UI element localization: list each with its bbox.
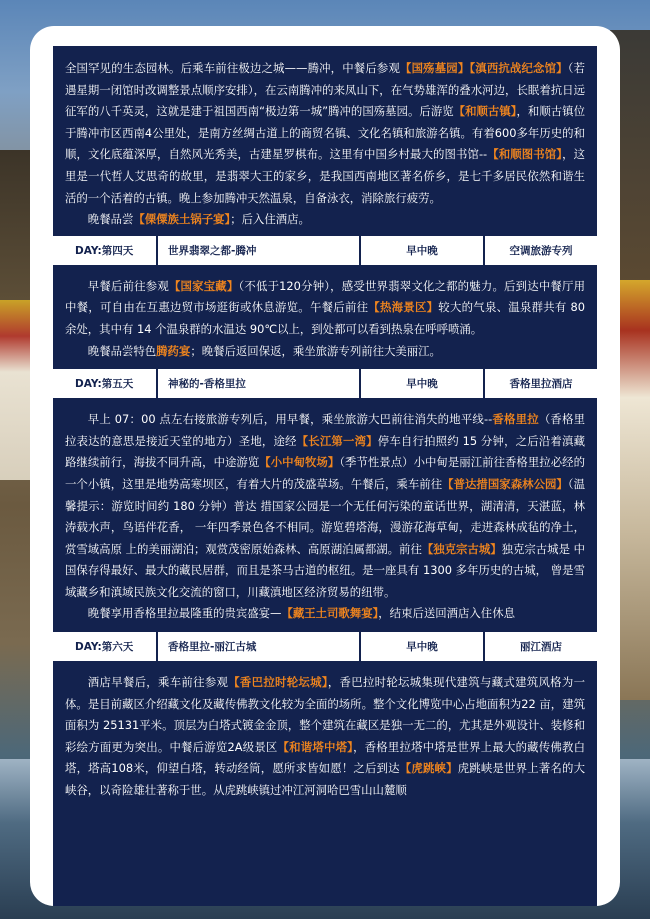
day5-paragraph-1 (53, 409, 597, 603)
highlighted-place-name: 【国殇墓园】【滇西抗战纪念馆】 (400, 61, 568, 75)
text-segment: ；后入住酒店。 (230, 212, 310, 227)
highlighted-place-name: 【和顺图书馆】 (487, 147, 563, 162)
highlighted-place-name: 【普达措国家森林公园】 (442, 476, 568, 491)
text-segment: （香格里拉表达的意思是接近天堂的地方）圣地，途经 (65, 412, 585, 448)
highlighted-place-name: 【长江第一湾】 (296, 433, 378, 448)
day-label: DAY:第五天 (53, 369, 158, 398)
text-segment: （不低于120分钟），感受世界翡翠文化之都的魅力。后到达中餐厅用中餐，可自由在互惠边贸市场逛街或休息游览。午餐后前往 (65, 278, 585, 315)
meals-label: 早中晚 (361, 236, 485, 265)
highlighted-place-name: 【和谐塔中塔】 (277, 739, 354, 754)
highlighted-place-name: 腾药宴 (156, 343, 191, 358)
highlighted-place-name: 【虎跳峡】 (399, 761, 458, 776)
text-segment: （季节性景点）小中甸是丽江前往香格里拉必经的一个小镇，这里是地势高寒坝区，有着大片的茂盛草场。午餐后，乘车前往 (65, 455, 585, 491)
day4-paragraph-1 (53, 276, 597, 341)
text-segment: 早餐后前往参观 (87, 278, 169, 293)
text-segment: ，和顺古镇位于腾冲市区西南4公里处，是南方丝绸古道上的商贸名镇、文化名镇和旅游名镇。有着600多年历史的和顺，文化底蕴深厚，自然风光秀美，古建星罗棋布。这里有中国乡村最大的图书馆-- (65, 104, 585, 162)
day-title: 神秘的-香格里拉 (158, 369, 361, 398)
day4-header-row (53, 235, 597, 266)
text-segment: 全国罕见的生态园林。后乘车前往极边之城——腾冲，中餐后参观 (65, 61, 401, 75)
day5-header-row (53, 368, 597, 399)
text-segment: 早上 07：00 点左右接旅游专列后，用早餐，乘坐旅游大巴前往消失的地平线-- (87, 412, 493, 427)
text-segment: 酒店早餐后，乘车前往参观 (87, 675, 229, 690)
day3-dinner-paragraph (53, 209, 597, 231)
highlighted-place-name: 【热海景区】 (368, 300, 439, 315)
highlighted-place-name: 【国家宝藏】 (168, 278, 239, 293)
day-title: 香格里拉-丽江古城 (158, 632, 361, 661)
hotel-label: 香格里拉酒店 (485, 369, 597, 398)
day-label: DAY:第四天 (53, 236, 158, 265)
text-segment: （若遇星期一闭馆时改调整景点顺序安排），在云南腾冲的来凤山下，在气势雄浑的叠水河边，长眠着抗日远征军的八千英灵，这就是建于祖国西南“极边第一城”腾冲的国殇墓园。后游览 (65, 61, 585, 119)
day3-paragraph-1 (53, 58, 597, 209)
highlighted-place-name: 【小中甸牧场】 (259, 455, 340, 470)
text-segment: 晚餐享用香格里拉最隆重的贵宾盛宴— (87, 606, 282, 621)
day6-paragraph-1 (53, 672, 597, 802)
day5-section (53, 403, 597, 627)
meals-label: 早中晚 (361, 369, 485, 398)
text-segment: 较大的气泉、温泉群共有 80 余处，其中有 14 个温泉群的水温达 90℃以上，到处都可以看到热泉在呼呼喷涌。 (65, 300, 585, 336)
text-segment: 虎跳峡是世界上著名的大峡谷，以奇险雄壮著称于世。从虎跳峡镇过冲江河洞哈巴雪山山麓顺 (65, 761, 585, 798)
highlighted-place-name: 【香巴拉时轮坛城】 (228, 675, 328, 690)
text-segment: ，香格里拉塔中塔是世界上最大的藏传佛教白塔，塔高108米，仰望白塔，转动经筒，愿所求皆如愿！之后到达 (65, 739, 585, 776)
highlighted-place-name: 【藏王土司歌舞宴】 (281, 606, 379, 621)
text-segment: （温馨提示：游览时间约 180 分钟）普达 措国家公园是一个无任何污染的童话世界，湖清清，天湛蓝，林涛载水声，鸟语伴花香， 一年四季景色各不相同。游览碧塔海，漫游花海草甸，走进森林成毡的净土，赏雪域高原 上的美丽湖泊；观赏茂密原始森林、高原湖泊属都湖。前往 (65, 476, 585, 556)
day4-section (53, 270, 597, 364)
text-segment: ，这里是一代哲人艾思奇的故里，是翡翠大王的家乡，是我国西南地区著名侨乡，是七千多居民依然和谐生活的一个活着的古镇。晚上参加腾冲天然温泉，自备泳衣，消除旅行疲劳。 (65, 147, 585, 205)
text-segment: ，结束后送回酒店入住休息 (378, 606, 515, 621)
highlighted-place-name: 【独克宗古城】 (421, 541, 502, 556)
meals-label: 早中晚 (361, 632, 485, 661)
day4-dinner-paragraph (53, 341, 597, 363)
itinerary-panel (53, 46, 597, 906)
text-segment: 独克宗古城是 中国保存得最好、最大的藏民居群，而且是茶马古道的枢纽。是一座具有 1300 多年历史的古城， 曾是雪域藏乡和滇域民族文化交流的窗口，川藏滇地区经济贸易的纽带。 (65, 541, 585, 599)
background-temple-right (616, 280, 650, 700)
day5-dinner-paragraph (53, 603, 597, 625)
text-segment: ；晚餐后返回保返，乘坐旅游专列前往大美丽江。 (190, 343, 441, 358)
day6-section (53, 666, 597, 804)
text-segment: ，香巴拉时轮坛城集现代建筑与藏式建筑风格为一体。是目前藏区介绍藏文化及藏传佛教文化较为全面的场所。整个文化博览中心占地面积为22 亩，建筑面积为 25131平米。顶层为白塔式镀金金顶，整个建筑在藏区是独一无二的，尤其是外观设计、装修和彩绘方面更为突出。中餐后游览2A级景区 (65, 675, 585, 754)
day-title: 世界翡翠之都-腾冲 (158, 236, 361, 265)
day6-header-row (53, 631, 597, 662)
hotel-label: 丽江酒店 (485, 632, 597, 661)
hotel-label: 空调旅游专列 (485, 236, 597, 265)
text-segment: 晚餐品尝 (87, 212, 134, 227)
itinerary-card (30, 26, 620, 906)
highlighted-place-name: 香格里拉 (492, 412, 539, 427)
day3-continued-section (53, 58, 597, 231)
text-segment: 停车自行拍照约 15 分钟，之后沿着滇藏路继续前行，海拔不同升高，中途游览 (65, 433, 585, 470)
highlighted-place-name: 【和顺古镇】 (453, 104, 517, 119)
day-label: DAY:第六天 (53, 632, 158, 661)
highlighted-place-name: 【傈僳族土锅子宴】 (133, 212, 231, 227)
text-segment: 晚餐品尝特色 (87, 343, 157, 358)
